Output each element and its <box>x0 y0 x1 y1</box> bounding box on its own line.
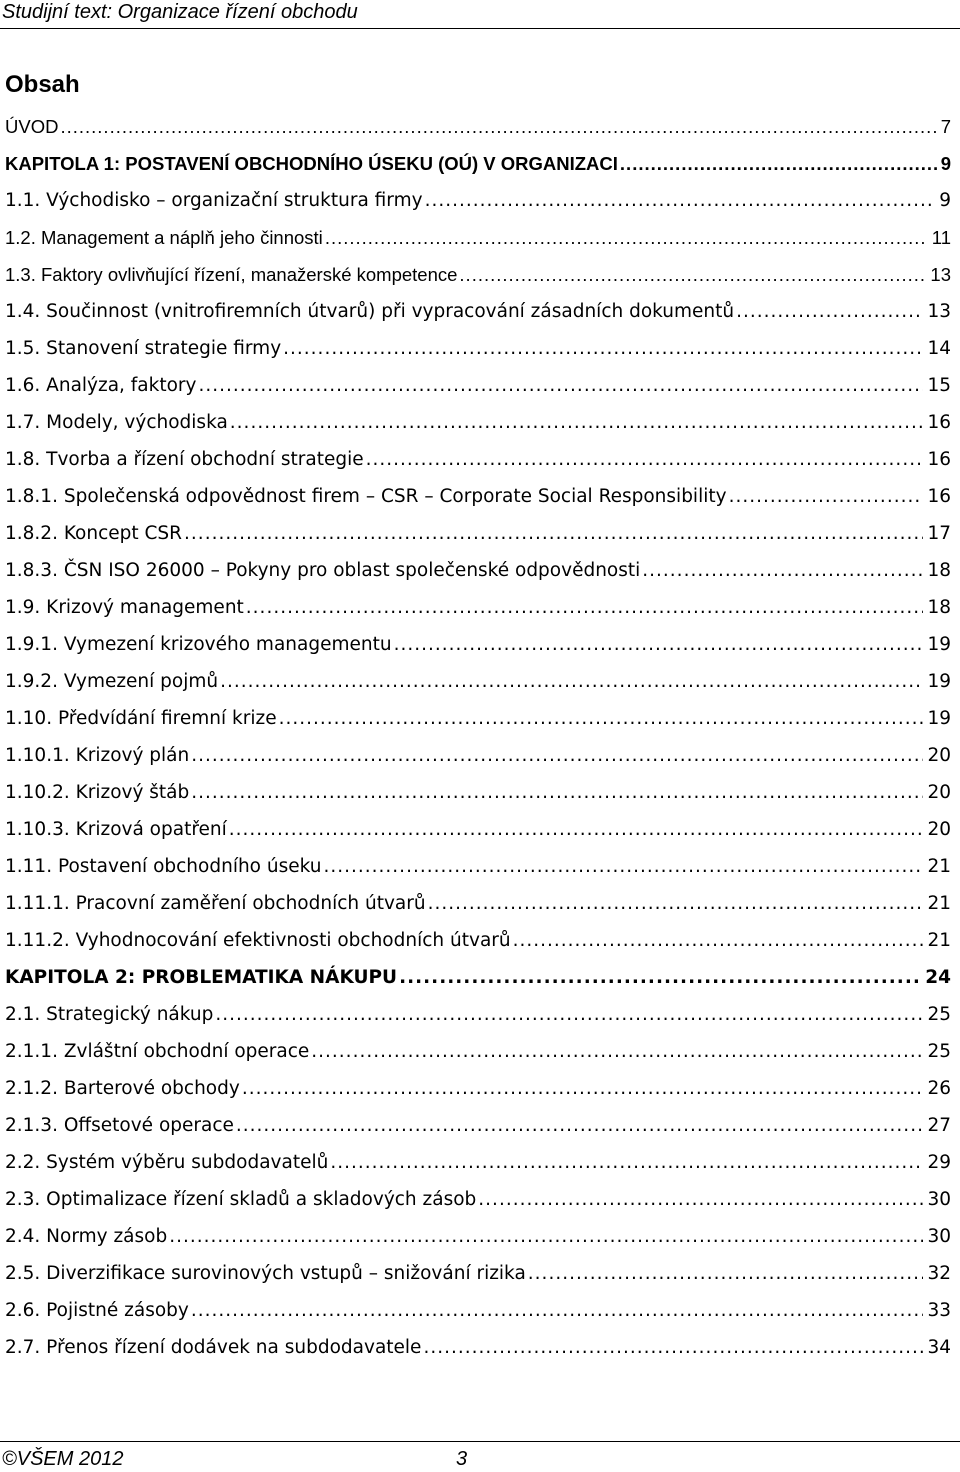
toc-entry[interactable] <box>5 330 951 367</box>
toc-dot-leader <box>191 737 923 774</box>
toc-entry-label: 1.9.2. Vymezení pojmů <box>5 671 219 692</box>
footer-page-number: 3 <box>456 1448 468 1470</box>
toc-heading: Obsah <box>5 71 80 98</box>
table-of-contents <box>5 108 951 1366</box>
toc-dot-leader <box>191 1292 924 1329</box>
toc-entry-page: 13 <box>927 301 951 322</box>
toc-entry-label: 2.3. Optimalizace řízení skladů a skladových zásob <box>5 1189 477 1210</box>
toc-entry[interactable] <box>5 848 951 885</box>
toc-entry-label: 1.10.3. Krizová opatření <box>5 819 227 840</box>
toc-entry[interactable] <box>5 108 951 145</box>
toc-entry-page: 19 <box>927 671 951 692</box>
toc-entry[interactable] <box>5 811 951 848</box>
toc-entry-page: 25 <box>927 1004 951 1025</box>
toc-dot-leader <box>311 1033 923 1070</box>
toc-dot-leader <box>199 367 924 404</box>
toc-dot-leader <box>513 922 924 959</box>
toc-entry[interactable] <box>5 885 951 922</box>
toc-entry-label: 1.10.1. Krizový plán <box>5 745 190 766</box>
toc-entry[interactable] <box>5 922 951 959</box>
toc-entry-label: 1.3. Faktory ovlivňující řízení, manažerské kompetence <box>5 264 458 285</box>
footer-copyright: ©VŠEM 2012 <box>2 1448 124 1470</box>
toc-entry-page: 18 <box>927 597 951 618</box>
toc-chapter-entry[interactable] <box>5 145 951 182</box>
toc-entry-page: 21 <box>927 856 951 877</box>
toc-dot-leader <box>394 626 924 663</box>
toc-entry[interactable] <box>5 663 951 700</box>
toc-chapter-entry[interactable] <box>5 959 951 996</box>
toc-dot-leader <box>229 811 924 848</box>
toc-entry[interactable] <box>5 626 951 663</box>
toc-entry-label: KAPITOLA 1: POSTAVENÍ OBCHODNÍHO ÚSEKU (OÚ) V ORGANIZACI <box>5 153 618 174</box>
toc-entry[interactable] <box>5 996 951 1033</box>
toc-entry-page: 24 <box>925 967 951 988</box>
toc-entry-page: 19 <box>927 708 951 729</box>
toc-dot-leader <box>169 1218 923 1255</box>
toc-entry-label: ÚVOD <box>5 116 59 137</box>
toc-dot-leader <box>236 1107 924 1144</box>
toc-entry[interactable] <box>5 1144 951 1181</box>
toc-entry-label: 1.8.1. Společenská odpovědnost firem – CSR – Corporate Social Responsibility <box>5 486 727 507</box>
toc-entry[interactable] <box>5 700 951 737</box>
toc-entry-page: 17 <box>927 523 951 544</box>
header-title: Studijní text: Organizace řízení obchodu <box>2 1 358 23</box>
toc-entry-page: 14 <box>927 338 951 359</box>
toc-entry-label: 1.6. Analýza, faktory <box>5 375 197 396</box>
toc-dot-leader <box>366 441 924 478</box>
toc-entry[interactable] <box>5 1292 951 1329</box>
toc-entry-page: 26 <box>927 1078 951 1099</box>
toc-entry-page: 13 <box>930 264 951 285</box>
toc-dot-leader <box>729 478 924 515</box>
toc-entry[interactable] <box>5 1255 951 1292</box>
toc-entry-page: 7 <box>940 116 951 137</box>
toc-dot-leader <box>425 182 936 219</box>
toc-entry[interactable] <box>5 1033 951 1070</box>
toc-dot-leader <box>478 1181 923 1218</box>
toc-dot-leader <box>283 330 923 367</box>
toc-entry[interactable] <box>5 293 951 330</box>
toc-entry-page: 32 <box>927 1263 951 1284</box>
toc-entry-page: 34 <box>927 1337 951 1358</box>
toc-dot-leader <box>428 885 924 922</box>
toc-entry-page: 29 <box>927 1152 951 1173</box>
toc-entry-label: 1.9. Krizový management <box>5 597 244 618</box>
toc-entry[interactable] <box>5 515 951 552</box>
toc-dot-leader <box>620 145 937 182</box>
toc-entry-label: 1.5. Stanovení strategie firmy <box>5 338 282 359</box>
toc-entry-page: 25 <box>927 1041 951 1062</box>
toc-entry-page: 9 <box>939 190 951 211</box>
toc-entry-page: 20 <box>927 745 951 766</box>
toc-entry-page: 21 <box>927 893 951 914</box>
toc-entry-page: 16 <box>927 486 951 507</box>
toc-dot-leader <box>60 108 936 145</box>
toc-entry-page: 30 <box>927 1226 951 1247</box>
page-header <box>0 0 960 28</box>
toc-entry-page: 9 <box>940 153 951 174</box>
toc-entry-label: 2.2. Systém výběru subdodavatelů <box>5 1152 329 1173</box>
toc-entry-label: 1.10. Předvídání firemní krize <box>5 708 277 729</box>
toc-entry-page: 19 <box>927 634 951 655</box>
toc-entry-label: 2.1.3. Offsetové operace <box>5 1115 234 1136</box>
toc-dot-leader <box>642 552 923 589</box>
toc-dot-leader <box>242 1070 924 1107</box>
toc-entry[interactable] <box>5 182 951 219</box>
toc-entry-page: 15 <box>927 375 951 396</box>
toc-entry[interactable] <box>5 1181 951 1218</box>
toc-dot-leader <box>423 1329 923 1366</box>
toc-entry-label: KAPITOLA 2: PROBLEMATIKA NÁKUPU <box>5 967 398 988</box>
toc-entry[interactable] <box>5 1107 951 1144</box>
toc-dot-leader <box>528 1255 924 1292</box>
toc-entry[interactable] <box>5 441 951 478</box>
toc-dot-leader <box>279 700 924 737</box>
toc-entry-label: 1.8. Tvorba a řízení obchodní strategie <box>5 449 364 470</box>
toc-entry-label: 2.4. Normy zásob <box>5 1226 168 1247</box>
toc-entry-page: 33 <box>927 1300 951 1321</box>
toc-entry-page: 20 <box>927 782 951 803</box>
toc-entry[interactable] <box>5 1218 951 1255</box>
toc-entry-label: 1.8.3. ČSN ISO 26000 – Pokyny pro oblast společenské odpovědnosti <box>5 560 641 581</box>
toc-entry-label: 1.11.2. Vyhodnocování efektivnosti obchodních útvarů <box>5 930 511 951</box>
toc-entry[interactable] <box>5 219 951 256</box>
toc-entry-label: 1.10.2. Krizový štáb <box>5 782 190 803</box>
toc-entry[interactable] <box>5 404 951 441</box>
toc-dot-leader <box>459 256 926 293</box>
toc-dot-leader <box>220 663 923 700</box>
toc-entry-label: 1.9.1. Vymezení krizového managementu <box>5 634 392 655</box>
toc-entry[interactable] <box>5 552 951 589</box>
toc-entry[interactable] <box>5 737 951 774</box>
toc-entry-page: 16 <box>927 412 951 433</box>
toc-entry-label: 2.1.2. Barterové obchody <box>5 1078 240 1099</box>
toc-entry[interactable] <box>5 1329 951 1366</box>
toc-entry[interactable] <box>5 256 951 293</box>
toc-entry[interactable] <box>5 589 951 626</box>
toc-dot-leader <box>215 996 923 1033</box>
toc-entry[interactable] <box>5 478 951 515</box>
toc-dot-leader <box>324 848 924 885</box>
toc-entry-label: 2.5. Diverzifikace surovinových vstupů – snižování rizika <box>5 1263 526 1284</box>
toc-entry-label: 2.7. Přenos řízení dodávek na subdodavatele <box>5 1337 422 1358</box>
toc-dot-leader <box>191 774 923 811</box>
toc-entry-label: 1.4. Součinnost (vnitrofiremních útvarů) při vypracování zásadních dokumentů <box>5 301 735 322</box>
toc-dot-leader <box>230 404 924 441</box>
toc-entry-label: 1.1. Východisko – organizační struktura firmy <box>5 190 423 211</box>
toc-entry-label: 1.11.1. Pracovní zaměření obchodních útvarů <box>5 893 426 914</box>
toc-entry-page: 27 <box>927 1115 951 1136</box>
toc-dot-leader <box>399 959 921 996</box>
toc-dot-leader <box>184 515 923 552</box>
toc-entry-label: 2.1.1. Zvláštní obchodní operace <box>5 1041 310 1062</box>
toc-entry-label: 1.7. Modely, východiska <box>5 412 228 433</box>
toc-entry-label: 2.6. Pojistné zásoby <box>5 1300 189 1321</box>
toc-entry-page: 18 <box>927 560 951 581</box>
toc-dot-leader <box>325 219 928 256</box>
toc-entry-page: 11 <box>931 227 951 248</box>
header-divider <box>0 28 960 29</box>
toc-entry-label: 1.11. Postavení obchodního úseku <box>5 856 322 877</box>
toc-dot-leader <box>736 293 923 330</box>
toc-entry-page: 30 <box>927 1189 951 1210</box>
footer-divider <box>0 1441 960 1442</box>
toc-dot-leader <box>330 1144 923 1181</box>
toc-entry[interactable] <box>5 367 951 404</box>
toc-entry-page: 21 <box>927 930 951 951</box>
toc-entry[interactable] <box>5 774 951 811</box>
toc-entry[interactable] <box>5 1070 951 1107</box>
toc-entry-label: 1.2. Management a náplň jeho činnosti <box>5 227 323 248</box>
toc-entry-label: 1.8.2. Koncept CSR <box>5 523 183 544</box>
toc-entry-page: 16 <box>927 449 951 470</box>
toc-entry-page: 20 <box>927 819 951 840</box>
toc-entry-label: 2.1. Strategický nákup <box>5 1004 214 1025</box>
toc-dot-leader <box>246 589 924 626</box>
